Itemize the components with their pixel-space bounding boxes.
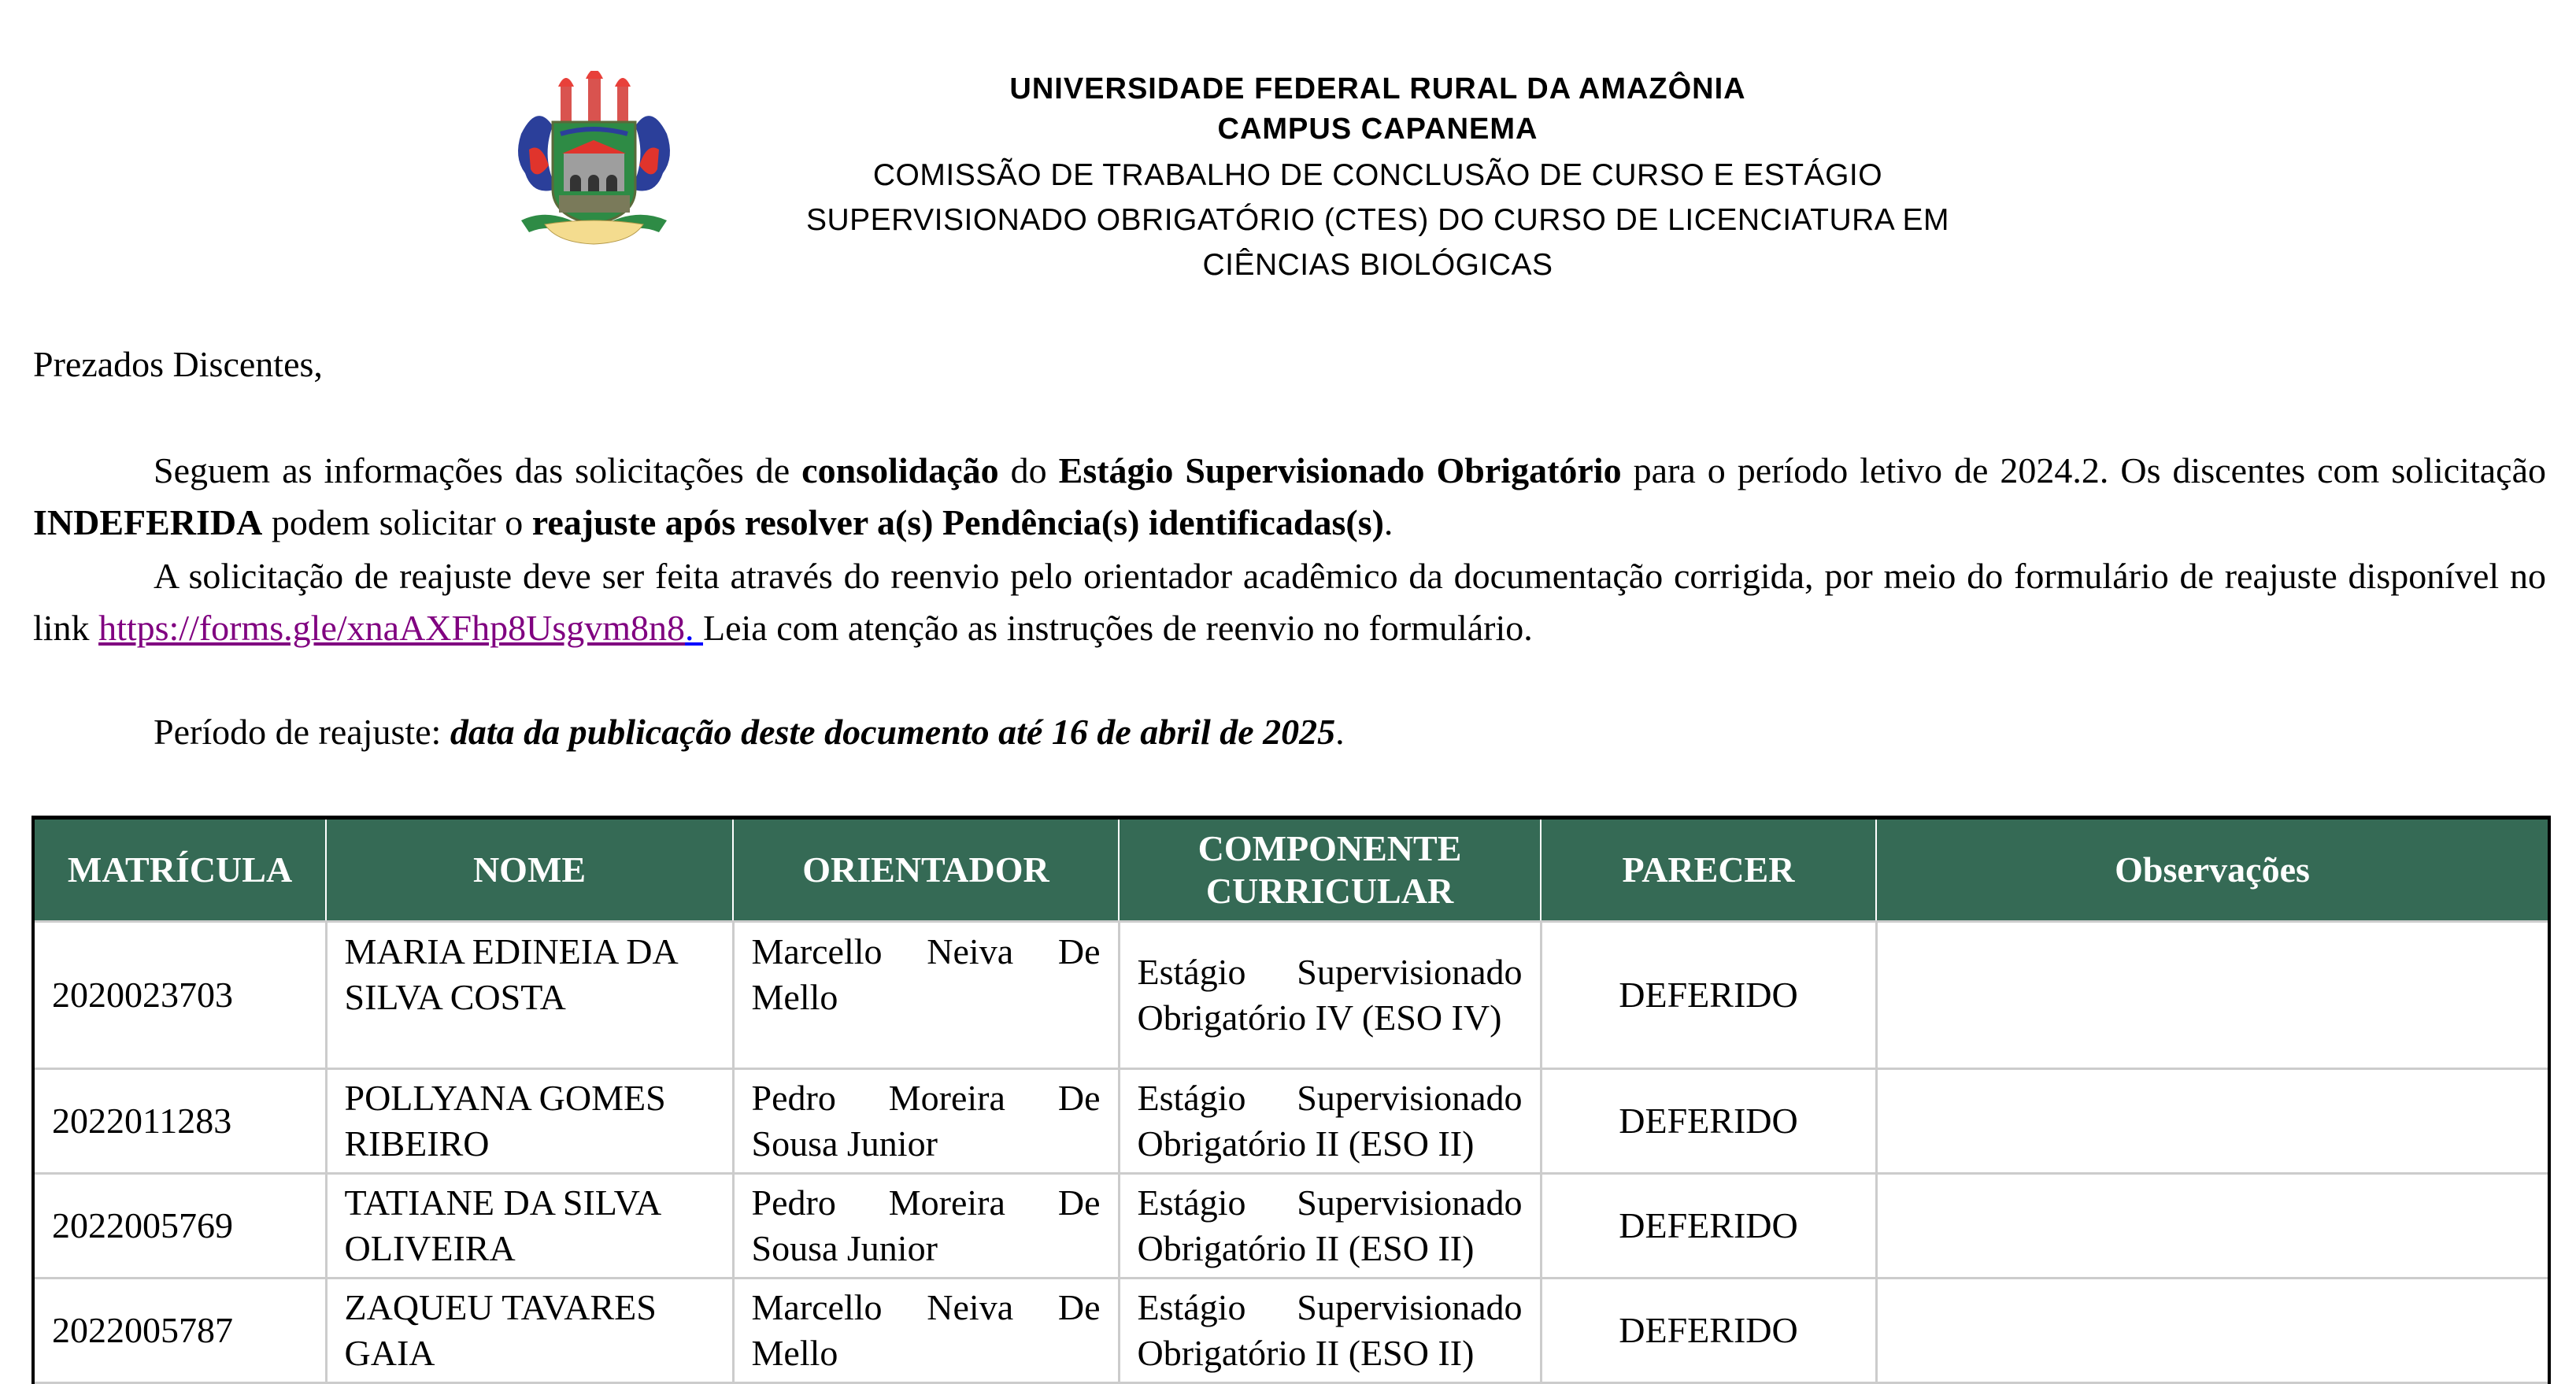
col-header-orientador: ORIENTADOR [733, 818, 1119, 922]
cell-observacoes [1876, 1069, 2549, 1174]
cell-matricula: 2022005787 [33, 1279, 326, 1383]
institution-name: UNIVERSIDADE FEDERAL RURAL DA AMAZÔNIA [1009, 72, 1746, 105]
committee-line-3: CIÊNCIAS BIOLÓGICAS [1202, 248, 1553, 282]
cell-parecer: DEFERIDO [1541, 1279, 1876, 1383]
forms-link[interactable]: https://forms.gle/xnaAXFhp8Usgvm8n8 [98, 608, 686, 648]
results-table [31, 816, 2551, 1384]
p1-bold-reajuste: reajuste após resolver a(s) Pendência(s) identificadas(s) [531, 502, 1384, 542]
cell-parecer: DEFERIDO [1541, 922, 1876, 1069]
cell-nome: TATIANE DA SILVA OLIVEIRA [326, 1174, 733, 1279]
campus-name: CAMPUS CAPANEMA [1217, 113, 1538, 146]
cell-nome: MARIA EDINEIA DA SILVA COSTA [326, 922, 733, 1069]
p1-bold-indeferida: INDEFERIDA [33, 502, 263, 542]
col-header-componente: COMPONENTE CURRICULAR [1119, 818, 1541, 922]
cell-observacoes [1876, 1279, 2549, 1383]
table-header-row [33, 818, 2549, 922]
cell-parecer: DEFERIDO [1541, 1174, 1876, 1279]
cell-orientador: Pedro Moreira De Sousa Junior [733, 1069, 1119, 1174]
cell-componente: Estágio Supervisionado Obrigatório II (ESO II) [1119, 1174, 1541, 1279]
table-row [33, 922, 2549, 1069]
paragraph-reajuste [33, 550, 2546, 654]
cell-orientador: Marcello Neiva De Mello [733, 1279, 1119, 1383]
cell-componente: Estágio Supervisionado Obrigatório IV (ESO IV) [1119, 922, 1541, 1069]
period-end: . [1335, 712, 1345, 752]
col-header-observacoes: Observações [1876, 818, 2549, 922]
cell-matricula: 2022011283 [33, 1069, 326, 1174]
p1-bold-consolidacao: consolidação [801, 450, 999, 490]
cell-observacoes [1876, 1174, 2549, 1279]
p1-bold-estagio: Estágio Supervisionado Obrigatório [1058, 450, 1622, 490]
table-row [33, 1069, 2549, 1174]
cell-matricula: 2022005769 [33, 1174, 326, 1279]
p1-text-2: do [998, 450, 1059, 490]
p1-text-5: . [1383, 502, 1393, 542]
cell-nome: ZAQUEU TAVARES GAIA [326, 1279, 733, 1383]
committee-line-1: COMISSÃO DE TRABALHO DE CONCLUSÃO DE CURSO E ESTÁGIO [872, 158, 1883, 192]
cell-nome: POLLYANA GOMES RIBEIRO [326, 1069, 733, 1174]
committee-line-2: SUPERVISIONADO OBRIGATÓRIO (CTES) DO CURSO DE LICENCIATURA EM [805, 203, 1950, 237]
p1-text-1: Seguem as informações das solicitações de [154, 450, 802, 490]
cell-componente: Estágio Supervisionado Obrigatório II (ESO II) [1119, 1279, 1541, 1383]
cell-componente: Estágio Supervisionado Obrigatório II (ESO II) [1119, 1069, 1541, 1174]
table-row [33, 1279, 2549, 1383]
cell-observacoes [1876, 922, 2549, 1069]
cell-matricula: 2020023703 [33, 922, 326, 1069]
period-value: data da publicação deste documento até 16 de abril de 2025 [450, 712, 1336, 752]
col-header-matricula: MATRÍCULA [33, 818, 326, 922]
greeting: Prezados Discentes, [33, 344, 323, 384]
cell-orientador: Marcello Neiva De Mello [733, 922, 1119, 1069]
p2-text-2: Leia com atenção as instruções de reenvio no formulário. [703, 608, 1533, 648]
period-line [33, 706, 2546, 758]
col-header-parecer: PARECER [1541, 818, 1876, 922]
period-label: Período de reajuste: [154, 712, 450, 752]
p1-text-4: podem solicitar o [262, 502, 532, 542]
p2-text-1: A solicitação de reajuste deve ser feita através do reenvio pelo orientador acadêmico da documentação corrigida, por meio do formulário de reajuste disponível no link [33, 556, 2546, 648]
p1-text-3: para o período letivo de 2024.2. Os discentes com solicitação [1621, 450, 2547, 490]
link-trail: . [685, 608, 704, 648]
cell-orientador: Pedro Moreira De Sousa Junior [733, 1174, 1119, 1279]
paragraph-consolidation [33, 445, 2546, 549]
cell-parecer: DEFERIDO [1541, 1069, 1876, 1174]
table-row [33, 1174, 2549, 1279]
col-header-nome: NOME [326, 818, 733, 922]
